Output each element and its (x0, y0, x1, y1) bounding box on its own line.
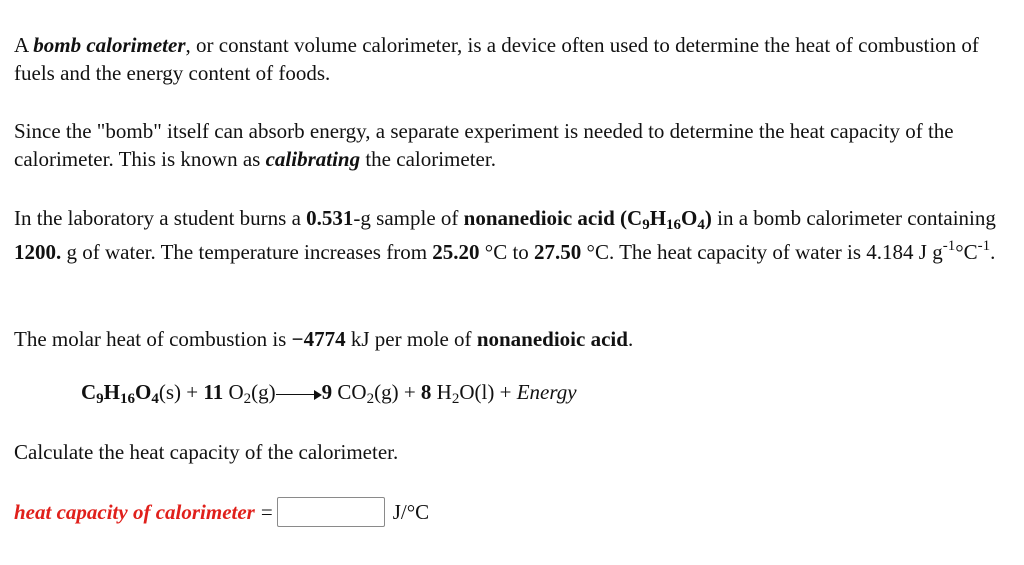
answer-label: heat capacity of calorimeter (14, 500, 255, 524)
eq-reactant1-state: (s) + (158, 380, 204, 404)
molar-heat-text-2: kJ per mole of (345, 327, 477, 351)
calibrating-term: calibrating (265, 147, 361, 171)
bomb-calorimeter-term: bomb calorimeter (33, 33, 186, 57)
initial-temperature: 25.20 (432, 240, 480, 264)
intro-text-end: , or constant volume calorimeter, is a device often used to determine the heat of combustion of fuels and the energy content of foods. (14, 33, 979, 85)
combustion-equation: $C_9H_{16}O_4(s) + 11$ $O_2(g)$ 9 $CO_2(g) + 8$ $H_2O(l)$ + Energy (81, 380, 577, 407)
final-temperature: 27.50 (534, 240, 582, 264)
intro-text-start: A (14, 33, 34, 57)
eq-h2o-coefficient: 8 (420, 380, 432, 404)
question-text: Calculate the heat capacity of the calorimeter. (14, 440, 399, 464)
calibration-paragraph (14, 117, 1014, 173)
calibration-text-start: Since the "bomb" itself can absorb energy, a separate experiment is needed to determine the heat capacity of the calorimeter. This is known as (14, 119, 954, 171)
eq-o2-coefficient: 11 (203, 380, 224, 404)
experiment-text-1: In the laboratory a student burns a (14, 206, 307, 230)
molar-heat-value: −4774 (291, 327, 346, 351)
heat-capacity-input[interactable] (277, 497, 385, 527)
sample-mass: 0.531 (306, 206, 354, 230)
eq-energy: Energy (516, 380, 577, 404)
molar-heat-text-1: The molar heat of combustion is (14, 327, 292, 351)
experiment-text-4: g of water. The temperature increases from (61, 240, 433, 264)
molar-heat-paragraph (14, 325, 1014, 353)
molar-heat-compound: nonanedioic acid (476, 327, 628, 351)
eq-co2-state: (g) + (374, 380, 421, 404)
reaction-arrow-icon (276, 388, 322, 400)
compound-name: nonanedioic acid (463, 206, 615, 230)
equals-sign: = (260, 500, 273, 524)
experiment-paragraph: In the laboratory a student burns a 0.531-g sample of nonanedioic acid $(C_9H_{16}O_4)$ in a bomb calorimeter containing 1200. g of water. The temperature increases from 25.20 °C to 27.50 °C. The heat capacity of water is 4.184 J $g^{-1}^\circ C^{-1}$. (14, 206, 996, 264)
eq-reactant2-state: (g) (251, 380, 276, 404)
molar-heat-text-3: . (627, 327, 634, 351)
intro-paragraph (14, 31, 1014, 87)
experiment-text-7: °C (955, 240, 978, 264)
answer-row (14, 497, 1014, 527)
water-mass: 1200. (14, 240, 62, 264)
answer-unit: J/°C (392, 500, 430, 524)
experiment-text-6: °C. The heat capacity of water is 4.184 J g (581, 240, 943, 264)
compound-with-formula: nonanedioic acid $(C_9H_{16}O_4)$ (463, 206, 712, 233)
calibration-text-end: the calorimeter. (360, 147, 496, 171)
experiment-text-2: -g sample of (353, 206, 464, 230)
eq-co2-coefficient: 9 (321, 380, 333, 404)
experiment-text-5: °C to (479, 240, 535, 264)
experiment-text-3: in a bomb calorimeter containing (711, 206, 996, 230)
eq-h2o-state: O(l) + (459, 380, 517, 404)
